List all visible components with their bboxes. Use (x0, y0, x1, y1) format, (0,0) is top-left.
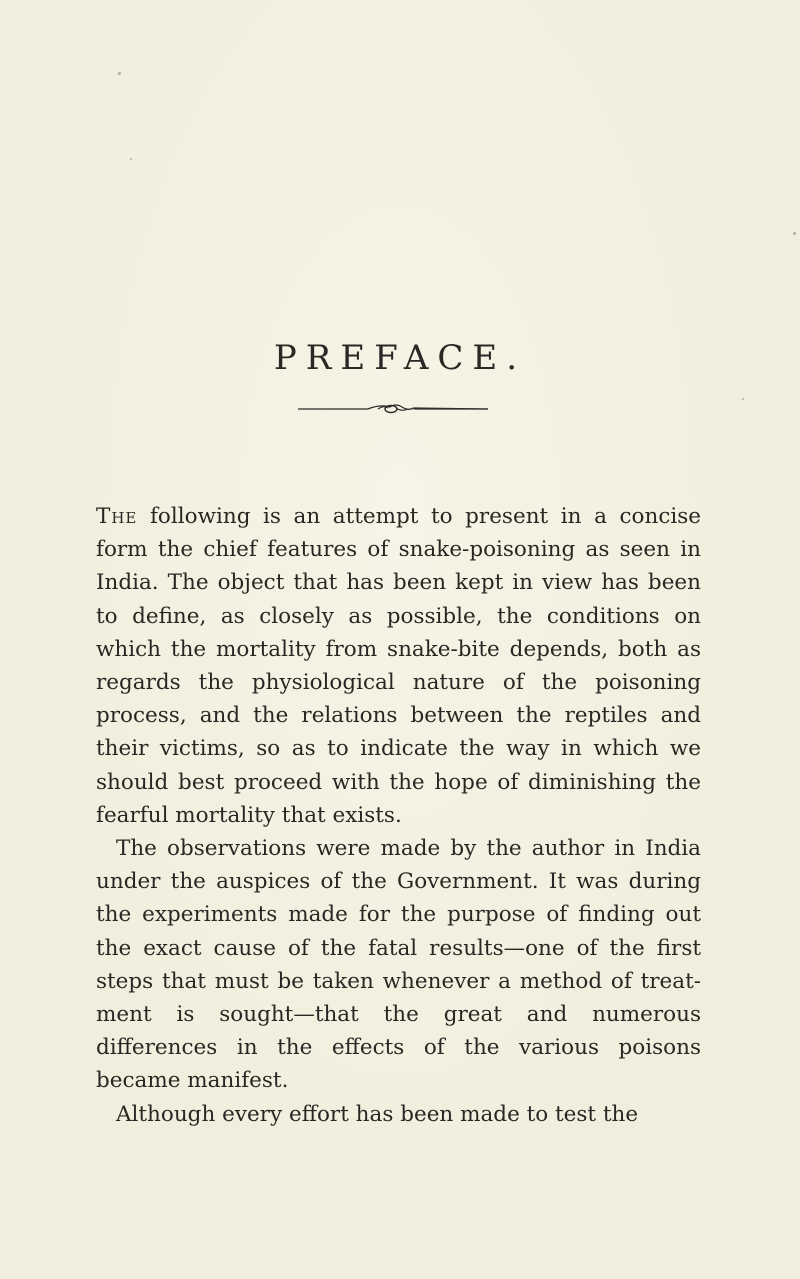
paper-speck (793, 232, 796, 235)
page-title: PREFACE. (273, 338, 527, 378)
paragraph-text: The observations were made by the author in India under the auspices of the Government. It was during the experiments made for the purpose of finding out the exact cause of the fatal results—one of the first steps that must be taken whenever a method of treat- ment is sought—that the great and numerous differences in the effects of the various poisons became manifest. (96, 836, 701, 1094)
ornamental-rule-icon (298, 402, 488, 416)
paragraph-lead-word: The (96, 504, 138, 529)
paragraph-3 (96, 1098, 701, 1131)
paragraph-2 (96, 832, 701, 1098)
paragraph-text: Although every effort has been made to test the (116, 1101, 639, 1127)
paragraph-text: following is an attempt to present in a concise form the chief features of snake-poisoning as seen in India. The object that has been kept in view has been to define, as closely as possible, the conditions on which the mortality from snake-bite depends, both as regards the physiological nature of the poisoning process, and the relations between the reptiles and their victims, so as to indicate the way in which we should best proceed with the hope of diminishing the fearful mortality that exists. (96, 504, 701, 828)
paper-speck (742, 398, 744, 400)
paragraph-1 (96, 500, 701, 832)
paper-speck (130, 158, 132, 160)
paper-speck (118, 72, 121, 75)
preface-body (96, 500, 701, 1131)
